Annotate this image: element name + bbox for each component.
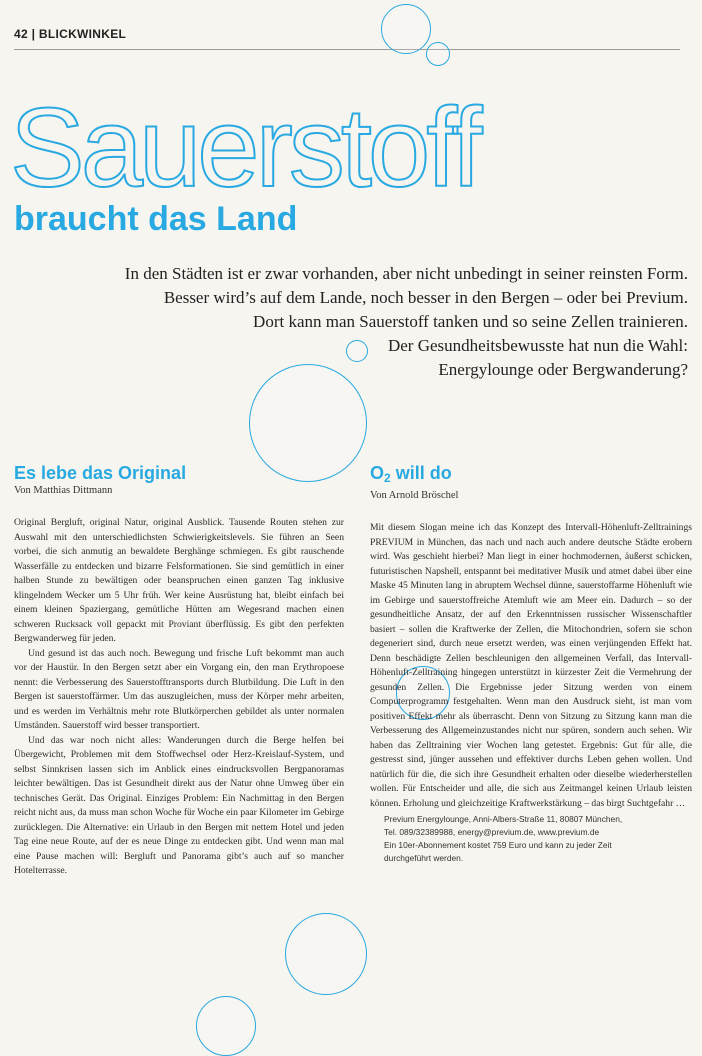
bubble-decoration (426, 42, 450, 66)
page-header: 42 | BLICKWINKEL (14, 27, 127, 41)
contact-line: Tel. 089/32389988, energy@previum.de, www.previum.de (384, 827, 600, 837)
contact-info (370, 813, 692, 865)
right-heading-o: O (370, 463, 385, 483)
right-column (370, 462, 692, 865)
intro-line: In den Städten ist er zwar vorhanden, aber nicht unbedingt in seiner reinsten Form. (124, 264, 688, 283)
contact-line: Previum Energylounge, Anni-Albers-Straße 11, 80807 München, (384, 814, 623, 824)
right-body (370, 521, 692, 811)
left-column (14, 462, 344, 879)
header-rule (14, 49, 680, 50)
right-heading-subscript: 2 (384, 471, 391, 485)
bubble-decoration (381, 4, 431, 54)
article-title: Sauerstoff (10, 85, 479, 210)
contact-line: durchgeführt werden. (384, 853, 464, 863)
paragraph: Und gesund ist das auch noch. Bewegung und frische Luft bekommt man auch vor der Haustür. In den Bergen setzt aber ein Vorgang ein, den man Erythropoese nennt: die Verbesserung des Sauerstofftransports durch Blutbildung. Die Luft in den Bergen ist sauerstoffärmer. Um das auszugleichen, muss der Körper mehr arbeiten, und es werden im Verhältnis mehr rote Blutkörperchen gebildet als unter normalen Umständen. Sauerstoff wird besser transportiert. (14, 647, 344, 731)
intro-line: Dort kann man Sauerstoff tanken und so seine Zellen trainieren. (253, 312, 688, 331)
left-heading: Es lebe das Original (14, 463, 187, 483)
paragraph: Und das war noch nicht alles: Wanderungen durch die Berge helfen bei Übergewicht, Problemen mit dem Stoffwechsel oder Herz-Kreislauf-System, und selbst Sinnkrisen lassen sich im Anblick eines eindrucksvollen Bergpanoramas leichter bewältigen. Das ist Gesundheit direkt aus der Natur ohne Umweg über ein technisches Gerät. Das Original. Einziges Problem: Ein Nachmittag in den Bergen reicht nicht aus, da muss man schon Woche für Woche ein paar Kilometer im Gebirge zurücklegen. Die Alternative: ein Urlaub in den Bergen mit nettem Hotel und jeden Tag eine neue Route, auf der es neue Dinge zu entdecken gibt. Und wenn man mal eine Pause machen will: Bergluft und Panorama gibt’s auch auf so mancher Hotelterrasse. (14, 734, 344, 876)
contact-line: Ein 10er-Abonnement kostet 759 Euro und kann zu jeder Zeit (384, 840, 612, 850)
right-byline: Von Arnold Bröschel (370, 490, 459, 501)
paragraph: Original Bergluft, original Natur, original Ausblick. Tausende Routen stehen zur Auswahl mit den unterschiedlichsten Schwierigkeitslevels. Sie führen an Seen vorbei, die sich anmutig an bewaldete Berghänge schmiegen. Es gibt rauschende Wasserfälle zu entdecken und bizarre Felsformationen. Sie sind gemütlich in einer halben Stunde zu bewältigen oder beanspruchen einen ganzen Tag inklusive klingelndem Wecker um 5 Uhr früh. Wer keine Ausrüstung hat, bleibt einfach bei einem kleinen Spaziergang, gemütliche Hütten am Wegesrand machen einen schweren Rucksack voll gepackt mit Proviant überflüssig. Es gibt den perfekten Bergwanderweg für jeden. (14, 517, 344, 644)
article-subtitle: braucht das Land (14, 200, 298, 238)
left-body (14, 516, 344, 879)
right-heading (370, 462, 692, 489)
bubble-decoration (196, 996, 256, 1056)
bubble-decoration (285, 913, 367, 995)
left-byline: Von Matthias Dittmann (14, 485, 113, 496)
paragraph: Mit diesem Slogan meine ich das Konzept des Intervall-Höhenluft-Zelltrainings PREVIUM in München, das nach und nach auch andere deutsche Städte erobern wird. Was geschieht hierbei? Man liegt in einer hochmodernen, äußerst schicken, futuristischen Napshell, entspannt bei meditativer Musik und atmet dabei über eine Maske 45 Minuten lang in abruptem Wechsel dünne, sauerstoffarme Höhenluft wie im Gebirge und sauerstoffreiche Atemluft wie am Meer ein. Dadurch – so der gesundheitliche Ansatz, der auf den Erkenntnissen russischer Wissenschaftler basiert – sollen die Kraftwerke der Zellen, die Mitochondrien, sofern sie schon degeneriert sind, durch neue ersetzt werden, was einen verjüngenden Effekt hat. Denn beschädigte Zellen beschleunigen den allgemeinen Verfall, das Intervall-Höhenluft-Zelltraining hingegen unterstützt in kürzester Zeit die Vermehrung der gesunden Zellen. Die Ergebnisse jeder Sitzung werden von einem Computerprogramm festgehalten. Wenn man den Ausdruck sieht, ist man vom positiven Effekt mehr als überrascht. Denn von Sitzung zu Sitzung kann man die Verbesserung des Allgemeinzustandes nicht nur spüren, sondern auch sehen. Wir haben das Zelltraining vier Wochen lang getestet. Ergebnis: Gut für alle, die gestresst sind, jünger aussehen und effektiver durchs Leben gehen wollen. Und natürlich für die, die sich ihre Gesundheit erhalten oder dieselbe wiederherstellen wollen. Für Entscheider und alle, die sich aus Zeitmangel keinen Urlaub leisten können. Erholung und gleichzeitige Kraftwerkstärkung – das birgt Suchtgefahr … (370, 522, 692, 809)
intro-line: Energylounge oder Bergwanderung? (438, 360, 688, 379)
intro-text (68, 262, 688, 382)
right-heading-rest: will do (390, 463, 452, 483)
intro-line: Der Gesundheitsbewusste hat nun die Wahl: (387, 336, 688, 355)
intro-line: Besser wird’s auf dem Lande, noch besser in den Bergen – oder bei Previum. (163, 288, 688, 307)
